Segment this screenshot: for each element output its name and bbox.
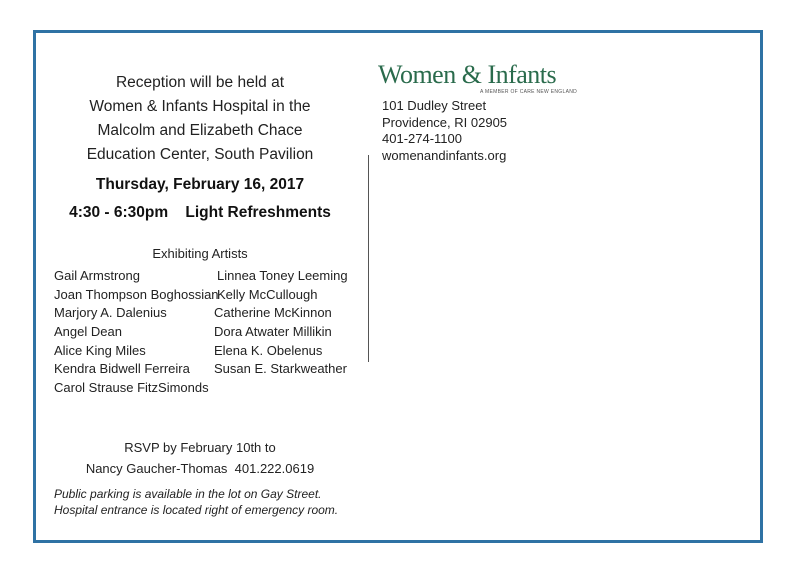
artist-name: Kendra Bidwell Ferreira: [54, 361, 190, 376]
artist-name: Angel Dean: [54, 324, 122, 339]
artist-name: Gail Armstrong: [54, 268, 140, 283]
artists-heading: Exhibiting Artists: [152, 246, 248, 261]
artist-name: Catherine McKinnon: [214, 305, 332, 320]
intro-line: Reception will be held at: [115, 74, 285, 91]
parking-notes: [54, 486, 374, 518]
rsvp-deadline: RSVP by February 10th to: [124, 440, 276, 455]
address-street: 101 Dudley Street: [382, 98, 487, 113]
address-website: womenandinfants.org: [382, 147, 507, 163]
parking-note: Public parking is available in the lot on Gay Street.: [54, 487, 322, 501]
artist-name: Linnea Toney Leeming: [217, 268, 348, 283]
artist-name: Joan Thompson Boghossian: [54, 287, 219, 302]
vertical-divider: [368, 155, 369, 362]
rsvp-block: [40, 437, 360, 479]
intro-line: Women & Infants Hospital in the: [89, 98, 311, 115]
entrance-note: Hospital entrance is located right of emergency room.: [54, 503, 339, 517]
event-time: 4:30 - 6:30pm Light Refreshments: [69, 204, 331, 221]
artist-name: Carol Strause FitzSimonds: [54, 380, 209, 395]
artist-name: Dora Atwater Millikin: [214, 324, 332, 339]
rsvp-contact: Nancy Gaucher-Thomas 401.222.0619: [85, 461, 315, 476]
women-and-infants-logo: Women & Infants: [378, 60, 557, 89]
return-address: [382, 98, 507, 164]
address-phone: 401-274-1100: [382, 131, 462, 146]
event-date: Thursday, February 16, 2017: [95, 176, 305, 193]
artist-name: Susan E. Starkweather: [214, 361, 347, 376]
address-city: Providence, RI 02905: [382, 114, 508, 130]
intro-line: Education Center, South Pavilion: [86, 146, 314, 163]
logo-tagline: A MEMBER OF CARE NEW ENGLAND: [480, 89, 578, 95]
reception-intro: [40, 71, 360, 167]
artist-name: Kelly McCullough: [217, 287, 318, 302]
artist-name: Alice King Miles: [54, 343, 146, 358]
artist-name: Marjory A. Dalenius: [54, 305, 167, 320]
artist-name: Elena K. Obelenus: [214, 343, 323, 358]
intro-line: Malcolm and Elizabeth Chace: [97, 122, 303, 139]
